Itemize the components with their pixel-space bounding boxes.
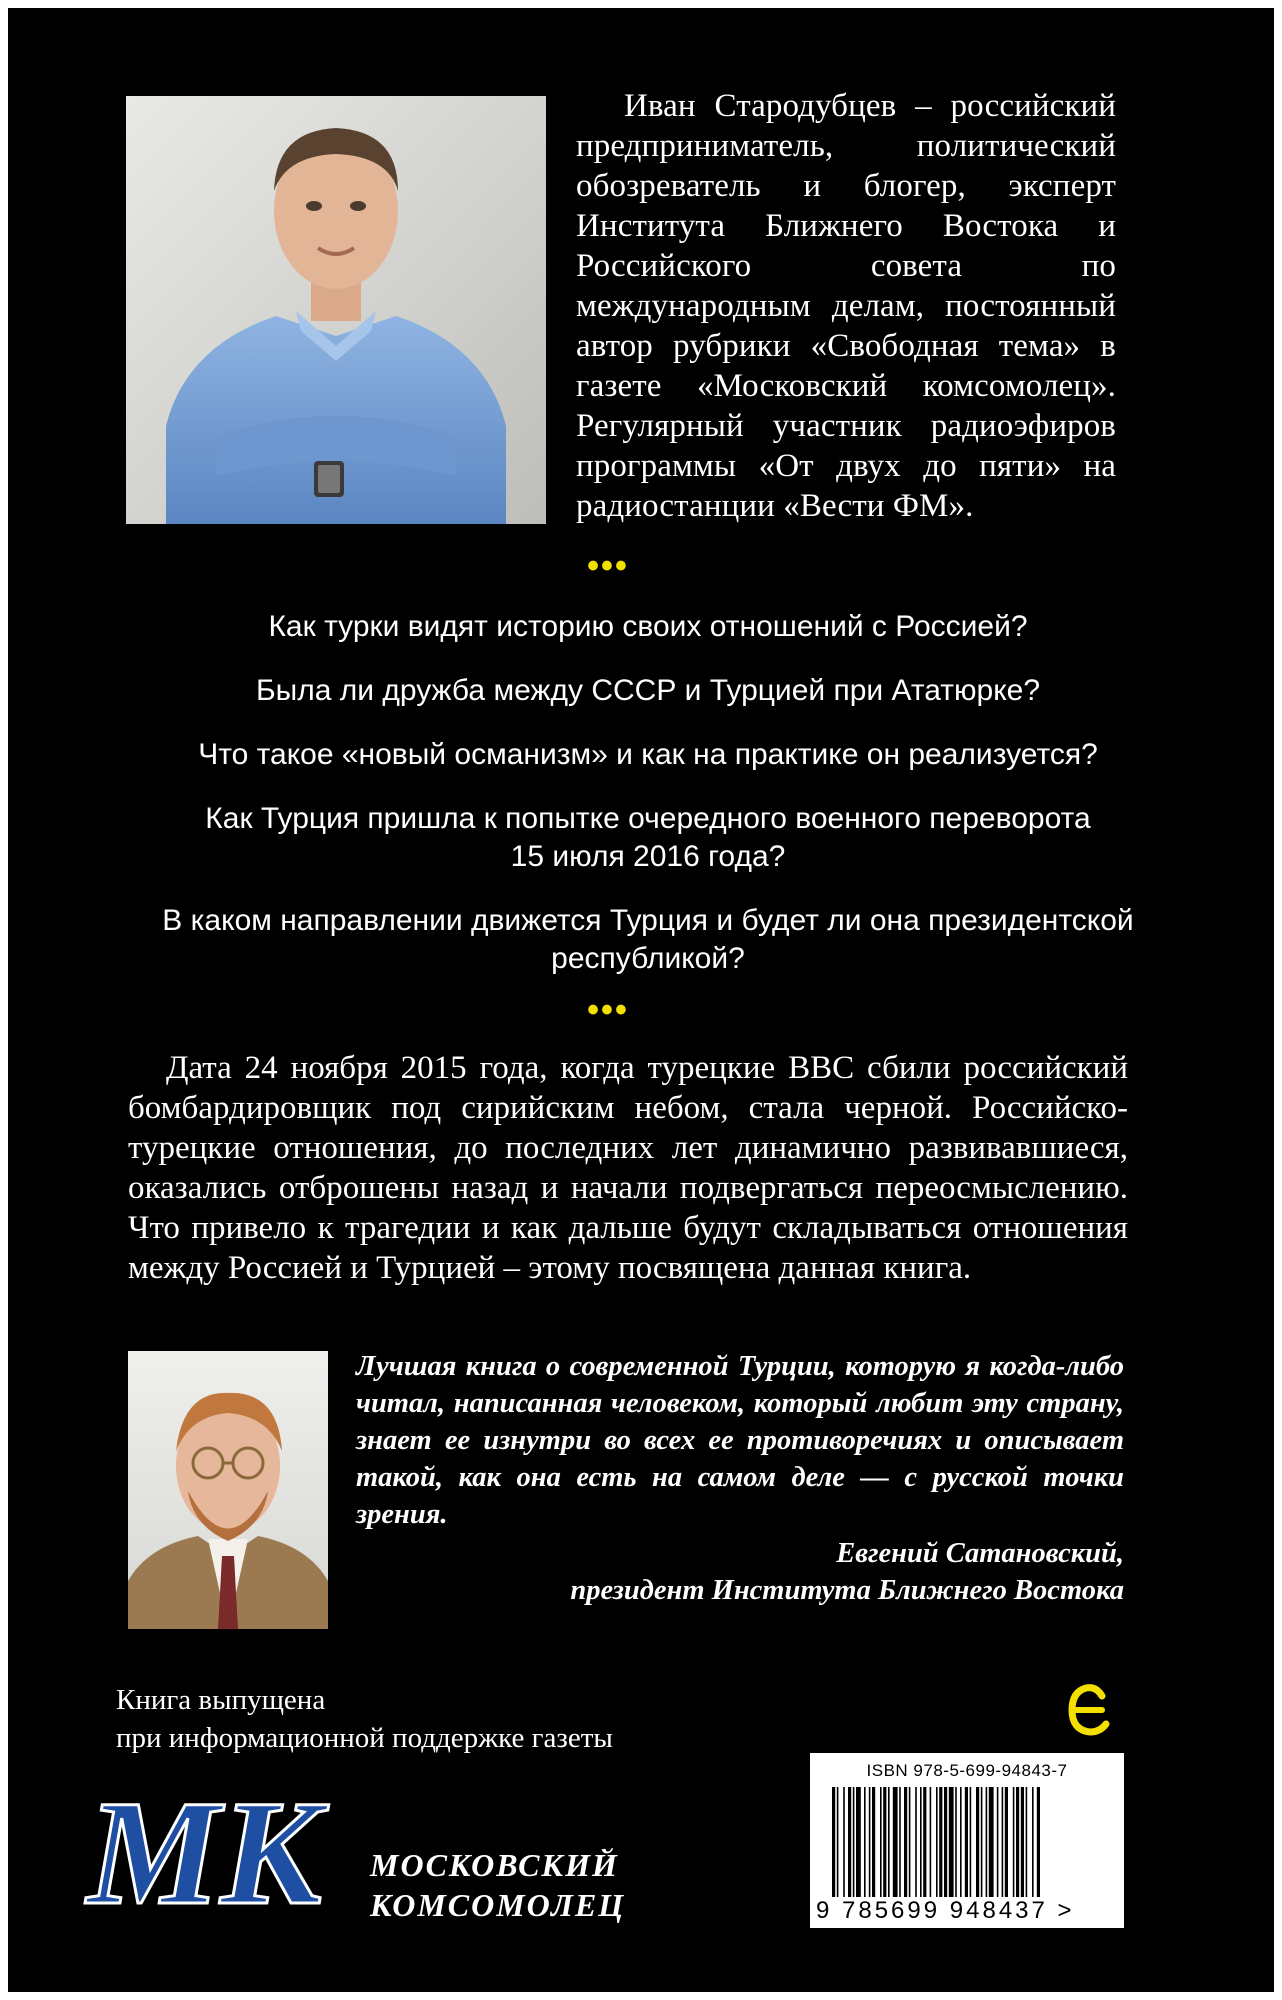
barcode-bar [1005,1787,1008,1897]
barcode-bar [848,1787,851,1897]
barcode-bar [965,1787,968,1897]
question-item: Что такое «новый османизм» и как на практике он реализуется? [198,738,1098,771]
critic-quote: Лучшая книга о современной Турции, которую я когда-либо читал, написанная человеком, который любит эту страну, знает ее изнутри во всех ее противоречиях и описывает такой, как она есть на самом деле — с русской точки зрения. [356,1351,1124,1530]
barcode-bar [888,1787,890,1897]
mk-newspaper-name [370,1845,625,1925]
separator-dots: ••• [587,547,629,585]
barcode-bar [904,1787,907,1897]
barcode-bar [864,1787,866,1897]
barcode-bars [832,1787,1104,1897]
mk-name-line-2: КОМСОМОЛЕЦ [370,1887,626,1923]
barcode-bar [869,1787,871,1897]
author-bio: Иван Стародубцев – российский предприниматель, политический обозреватель и блогер, эксперт Института Ближнего Востока и Российского совета по международным делам, постоянный автор рубрики «Свободная тема» в газете «Московский комсомолец». Регулярный участник радиоэфиров программы «От двух до пяти» на радиостанции «Вести ФМ». [576,88,1116,524]
barcode-bar [949,1787,954,1897]
eksmo-logo-icon [1066,1682,1110,1738]
barcode-bar [880,1787,882,1897]
barcode-digits: 9 785699 948437 > [816,1897,1075,1924]
barcode-bar [1016,1787,1019,1897]
questions-list [118,608,1178,1004]
barcode-bar [856,1787,861,1897]
barcode-bar [981,1787,983,1897]
barcode-bar [1026,1787,1028,1897]
barcode-bar [986,1787,988,1897]
barcode-bar [1013,1787,1015,1897]
separator-dots: ••• [587,991,629,1029]
barcode-bar [960,1787,962,1897]
barcode-bar [936,1787,938,1897]
mk-logo-letters: МК [87,1773,323,1923]
barcode-bar [872,1787,875,1897]
barcode-bar [915,1787,917,1897]
barcode-bar [970,1787,972,1897]
barcode-bar [923,1787,926,1897]
question-item: В каком направлении движется Турция и будет ли она президентской республикой? [162,904,1134,975]
barcode-bar [843,1787,845,1897]
barcode-bar [955,1787,957,1897]
quote-attribution [356,1535,1124,1609]
support-line-2: при информационной поддержке газеты [116,1722,613,1754]
publisher-support-note [116,1681,836,1757]
mk-name-line-1: МОСКОВСКИЙ [370,1847,619,1883]
quote-author-title: президент Института Ближнего Востока [570,1575,1124,1606]
barcode-bar [909,1787,911,1897]
isbn-number: ISBN 978-5-699-94843-7 [866,1761,1068,1780]
support-line-1: Книга выпущена [116,1684,326,1716]
quote-author-name: Евгений Сатановский, [836,1538,1124,1569]
critic-photo [128,1351,328,1629]
question-item: Была ли дружба между СССР и Турцией при Ататюрке? [255,674,1041,707]
book-back-cover [8,8,1274,1992]
barcode-bar [930,1787,932,1897]
author-photo [126,96,546,524]
barcode-bar [883,1787,886,1897]
barcode-bar [837,1787,839,1897]
barcode-bar [1002,1787,1004,1897]
barcode-bar [997,1787,999,1897]
barcode-bar [1021,1787,1024,1897]
barcode-bar [1037,1787,1040,1897]
barcode-bar [893,1787,898,1897]
barcode-bar [939,1787,942,1897]
isbn-barcode [810,1753,1124,1928]
barcode-bar [1032,1787,1034,1897]
barcode-bar [832,1787,835,1897]
barcode-bar [989,1787,994,1897]
question-item: Как турки видят историю своих отношений с Россией? [268,610,1028,643]
barcode-bar [976,1787,979,1897]
barcode-bar [899,1787,901,1897]
barcode-bar [853,1787,855,1897]
question-item: Как Турция пришла к попытке очередного военного переворота 15 июля 2016 года? [205,802,1091,873]
barcode-bar [944,1787,947,1897]
mk-logo [83,1773,403,1923]
book-summary: Дата 24 ноября 2015 года, когда турецкие ВВС сбили российский бомбардировщик под сирийским небом, стала черной. Российско-турецкие отношения, до последних лет динамично развивавшиеся, оказались отброшены назад и начали подвергаться переосмыслению. Что привело к трагедии и как дальше будут складываться отношения между Россией и Турцией – этому посвящена данная книга. [128,1050,1128,1286]
barcode-bar [920,1787,922,1897]
